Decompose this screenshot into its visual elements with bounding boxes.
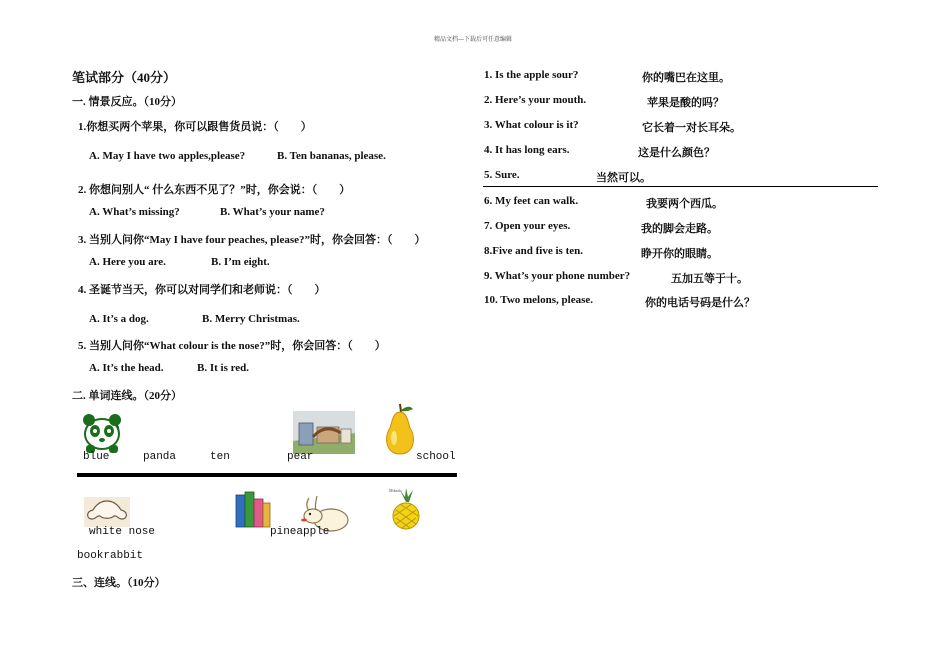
question-2-option-a: A. What’s missing? [89, 206, 180, 218]
question-1: 1.你想买两个苹果，你可以跟售货员说：（ ） [78, 121, 312, 133]
question-4-option-a: A. It’s a dog. [89, 313, 149, 325]
question-3-option-b: B. I’m eight. [211, 256, 270, 268]
word-bookrabbit: bookrabbit [77, 550, 144, 562]
match-right-8: 睁开你的眼睛。 [641, 248, 718, 260]
match-right-2: 苹果是酸的吗？ [647, 97, 724, 109]
match-right-10: 你的电话号码是什么？ [645, 297, 755, 309]
match-right-6: 我要两个西瓜。 [646, 198, 723, 210]
match-left-2: 2. Here’s your mouth. [484, 94, 587, 106]
question-5-option-b: B. It is red. [197, 362, 250, 374]
match-left-7: 7. Open your eyes. [484, 220, 571, 232]
question-5-option-a: A. It’s the head. [89, 362, 164, 374]
section1-title: 一. 情景反应。（10分） [72, 96, 182, 108]
word-blue: blue [83, 451, 110, 463]
question-1-option-b: B. Ten bananas, please. [277, 150, 386, 162]
pear-picture [380, 402, 420, 456]
word-panda: panda [143, 451, 177, 463]
match-left-4: 4. It has long ears. [484, 144, 570, 156]
word-school: school [416, 451, 456, 463]
match-right-9: 五加五等于十。 [671, 273, 748, 285]
section3-title: 三、连线。（10分） [72, 577, 166, 589]
question-4: 4. 圣诞节当天，你可以对同学们和老师说：（ ） [78, 284, 326, 296]
match-right-5: 当然可以。 [596, 172, 651, 184]
school-picture [293, 411, 355, 454]
word-pear: pear [287, 451, 314, 463]
match-right-3: 它长着一对长耳朵。 [642, 122, 741, 134]
match-left-9: 9. What’s your phone number? [484, 270, 631, 282]
pineapple-picture [386, 488, 426, 530]
match-left-1: 1. Is the apple sour? [484, 69, 579, 81]
word-pineapple: pineapple [270, 526, 330, 538]
question-2: 2. 你想问别人“ 什么东西不见了？”时，你会说：（ ） [78, 184, 351, 196]
match-left-5: 5. Sure. [484, 169, 520, 181]
match-left-10: 10. Two melons, please. [484, 294, 593, 306]
books-picture [234, 489, 272, 529]
thick-divider [77, 473, 457, 477]
question-4-option-b: B. Merry Christmas. [202, 313, 300, 325]
match-right-4: 这是什么颜色？ [638, 147, 715, 159]
word-white-nose: white nose [89, 526, 156, 538]
panda-picture [80, 410, 124, 454]
match-left-3: 3. What colour is it? [484, 119, 579, 131]
written-part-title: 笔试部分（40分） [72, 70, 177, 85]
question-2-option-b: B. What’s your name? [220, 206, 325, 218]
thin-divider [483, 186, 878, 187]
match-left-6: 6. My feet can walk. [484, 195, 579, 207]
match-left-8: 8.Five and five is ten. [484, 245, 583, 257]
match-right-1: 你的嘴巴在这里。 [642, 72, 730, 84]
question-5: 5. 当别人问你“What colour is the nose?”时，你会回答：（ ） [78, 340, 386, 352]
question-1-option-a: A. May I have two apples,please? [89, 150, 246, 162]
question-3: 3. 当别人问你“May I have four peaches, please?”时，你会回答：（ ） [78, 234, 426, 246]
nose-picture [84, 497, 130, 527]
pineapple-label: Mikado [389, 488, 402, 493]
page-header: 精品文档---下载后可任意编辑 [434, 37, 512, 43]
question-3-option-a: A. Here you are. [89, 256, 166, 268]
section2-title: 二. 单词连线。（20分） [72, 390, 182, 402]
word-ten: ten [210, 451, 230, 463]
match-right-7: 我的脚会走路。 [641, 223, 718, 235]
